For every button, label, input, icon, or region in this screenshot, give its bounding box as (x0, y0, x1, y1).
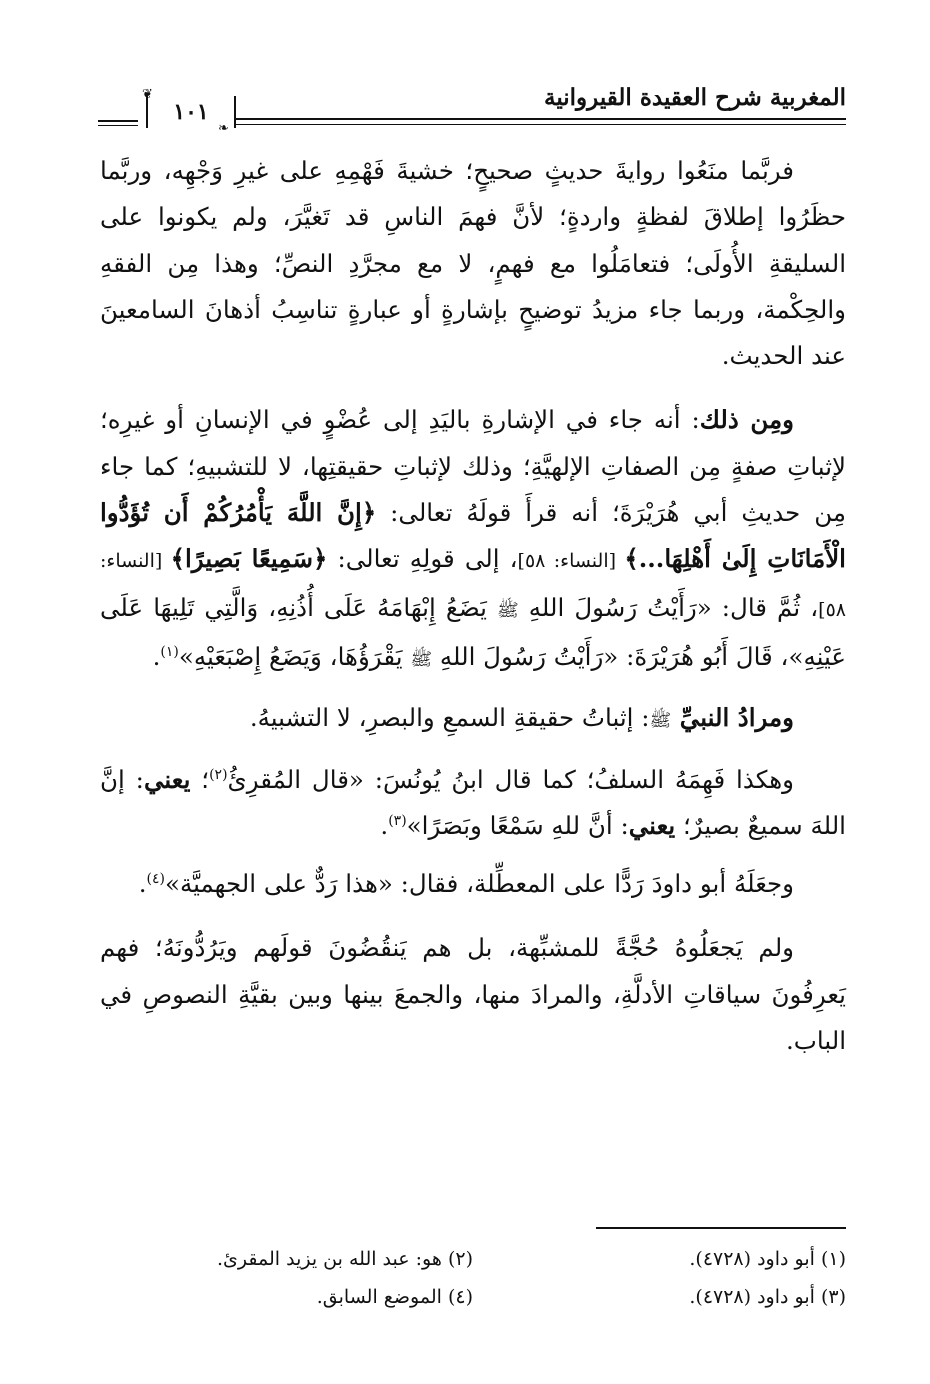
footnote-marker[interactable]: (٤) (146, 871, 165, 887)
footnote-item (473, 1278, 846, 1316)
punctuation: . (380, 810, 389, 840)
header-rule-left-thin (98, 125, 138, 126)
footnote-number: (٤) (447, 1286, 473, 1308)
paragraph (100, 757, 846, 850)
header-rule (236, 118, 846, 120)
paragraph-text: ، ثُمَّ قال: «رَأَيْتُ رَسُولَ اللهِ (518, 592, 819, 622)
paragraph-lead: ومِن ذلك (699, 405, 794, 435)
paragraph-text: وهكذا فَهِمَهُ السلفُ؛ كما قال ابنُ يُونُسَ: «قال المُقرِئُ (227, 764, 795, 794)
paragraph-text: وجعَلَهُ أبو داودَ رَدًّا على المعطِّلة، فقال: «هذا رَدٌّ على الجهميَّة» (164, 869, 794, 899)
ornament-flourish-icon: ❦ (142, 87, 153, 102)
footnote-text: أبو داود (٤٧٢٨). (689, 1286, 815, 1308)
paragraph-text: : أنه جاء في الإشارةِ باليَدِ إلى عُضْوٍ في الإنسانِ أو غيرِه؛ لإثباتِ صفةٍ مِن الصفاتِ الإلهيَّةِ؛ وذلك لإثباتِ حقيقتِها، لا للتشبيهِ؛ كما جاء مِن حديثِ أبي هُرَيْرَةَ؛ أنه قرأَ قولَهُ تعالى: (100, 405, 846, 528)
footnote-item (100, 1240, 473, 1278)
verse-citation: [النساء: ٥٨] (517, 550, 625, 573)
footnote-item (473, 1240, 846, 1278)
hadith-text: يَقْرَؤُهَا، وَيَضَعُ إِصْبَعَيْهِ» (178, 641, 411, 671)
paragraph-text: ، إلى قولِهِ تعالى: (327, 544, 518, 574)
salutation-glyph: ﷺ (649, 710, 672, 732)
footnote-marker[interactable]: (٢) (209, 766, 228, 783)
paragraph-text: ولم يَجعَلُوهُ حُجَّةً للمشبِّهة، بل هم يَنقُضُونَ قولَهم ويَرُدُّونَهُ؛ فهم يَعرِفُونَ سياقاتِ الأدلَّةِ، والمرادَ منها، والجمعَ بينها وبين بقيَّةِ النصوصِ في الباب. (100, 933, 846, 1056)
salutation-glyph: ﷺ (410, 648, 433, 670)
quran-verse: ﴿سَمِيعًا بَصِيرًا﴾ (170, 544, 328, 574)
punctuation: . (138, 869, 147, 899)
paragraph-text: : إنَّ اللهَ سميعٌ بصيرٌ؛ (100, 764, 846, 840)
paragraph (100, 695, 846, 744)
paragraph-lead: ومرادُ النبيِّ (671, 703, 794, 733)
paragraph-text: ؛ (190, 764, 210, 794)
paragraph (100, 148, 846, 379)
page-number: ١٠١ (173, 99, 209, 125)
footnote-number: (٣) (820, 1286, 846, 1308)
paragraph-text: فربَّما منَعُوا روايةَ حديثٍ صحيحٍ؛ خشيةَ فَهْمِهِ على غيرِ وَجْهِه، وربَّما حظَرُوا إطلاقَ لفظةٍ واردةٍ؛ لأنَّ فهمَ الناسِ قد تَغيَّرَ، ولم يكونوا على السليقةِ الأُولَى؛ فتعامَلُوا مع فهمٍ، لا مع مجرَّدِ النصِّ؛ وهذا مِن الفقهِ والحِكْمة، وربما جاء مزيدُ توضيحٍ بإشارةٍ أو عبارةٍ تناسِبُ أذهانَ السامعينَ عند الحديث. (100, 156, 846, 371)
main-text (100, 148, 846, 1064)
quran-verse: ﴿إِنَّ اللَّهَ يَأْمُرُكُمْ أَن تُؤَدُّوا الْأَمَانَاتِ إِلَىٰ أَهْلِهَا...﴾ (100, 498, 846, 574)
footnote-number: (٢) (447, 1248, 473, 1270)
footnote-marker[interactable]: (١) (160, 643, 179, 660)
paragraph-text: : أنَّ للهِ سَمْعًا وبَصَرًا» (406, 810, 629, 840)
running-title: المغربية شرح العقيدة القيروانية (543, 84, 846, 111)
verse-citation: [النساء: ٥٨] (100, 550, 846, 621)
paragraph (100, 397, 846, 683)
footnotes (100, 1240, 846, 1316)
punctuation: . (152, 641, 161, 671)
footnote-text: الموضع السابق. (316, 1286, 442, 1308)
hadith-text: يَضَعُ إِبْهَامَهُ عَلَى أُذُنِهِ، وَالَّتِي تَلِيهَا عَلَى عَيْنِهِ»، قَالَ أَبُو هُرَيْرَةَ: «رَأَيْتُ رَسُولَ اللهِ (100, 592, 846, 671)
page-header (98, 82, 846, 134)
emphasis: يعني (143, 764, 191, 794)
header-rule-thin (236, 124, 846, 125)
footnote-separator (596, 1227, 846, 1229)
ornament-flourish-icon: ❧ (218, 121, 229, 136)
footnote-row (100, 1240, 846, 1278)
footnote-number: (١) (820, 1248, 846, 1270)
paragraph-text: : إثباتُ حقيقةِ السمعِ والبصرِ، لا التشبيهُ. (249, 703, 650, 733)
footnote-text: هو: عبد الله بن يزيد المقرئ. (217, 1248, 442, 1270)
paragraph (100, 925, 846, 1064)
emphasis: يعني (628, 810, 676, 840)
footnote-row (100, 1278, 846, 1316)
paragraph (100, 861, 846, 907)
header-rule-left (98, 120, 138, 122)
footnote-marker[interactable]: (٣) (388, 812, 407, 829)
footnote-text: أبو داود (٤٧٢٨). (689, 1248, 815, 1270)
salutation-glyph: ﷺ (496, 599, 519, 621)
footnote-item (100, 1278, 473, 1316)
